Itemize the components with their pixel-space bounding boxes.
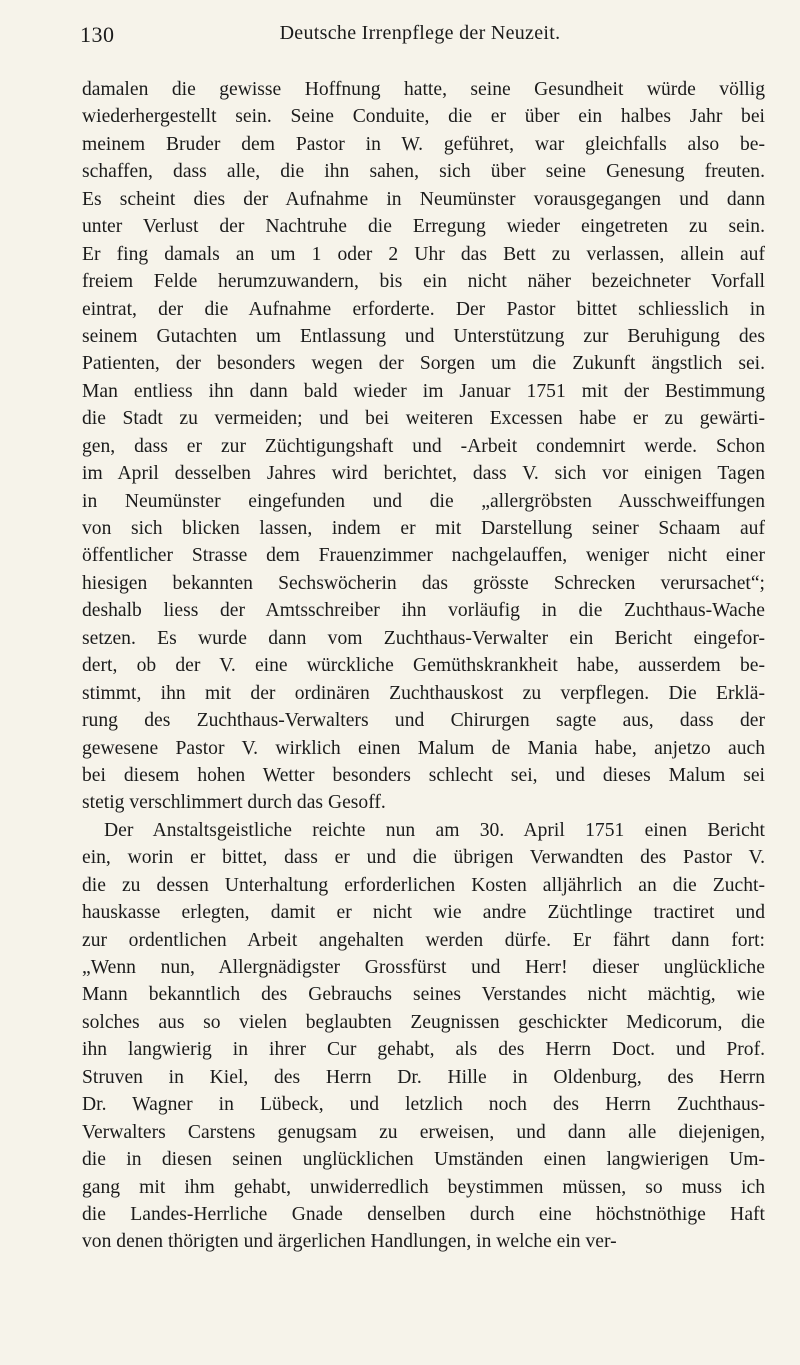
- text-line: ein, worin er bittet, dass er und die übrigen Verwandten des Pastor V.: [82, 847, 765, 869]
- text-line: stimmt, ihn mit der ordinären Zuchthauskost zu verpflegen. Die Erklä-: [82, 682, 765, 704]
- text-line: Man entliess ihn dann bald wieder im Januar 1751 mit der Bestimmung: [82, 380, 765, 402]
- text-line: bei diesem hohen Wetter besonders schlecht sei, und dieses Malum sei: [82, 764, 765, 786]
- text-line: Verwalters Carstens genugsam zu erweisen, und dann alle diejenigen,: [82, 1121, 765, 1143]
- text-line: Der Anstaltsgeistliche reichte nun am 30. April 1751 einen Bericht: [104, 819, 765, 841]
- text-line: meinem Bruder dem Pastor in W. geführet, war gleichfalls also be-: [82, 133, 765, 155]
- running-head: [80, 22, 760, 52]
- text-line: Patienten, der besonders wegen der Sorgen um die Zukunft ängstlich sei.: [82, 353, 765, 375]
- text-line: eintrat, der die Aufnahme erforderte. Der Pastor bittet schliesslich in: [82, 298, 765, 320]
- text-line: deshalb liess der Amtsschreiber ihn vorläufig in die Zuchthaus-Wache: [82, 600, 765, 622]
- text-line: schaffen, dass alle, die ihn sahen, sich über seine Genesung freuten.: [82, 161, 765, 183]
- paragraph: [82, 817, 765, 1256]
- text-line: die zu dessen Unterhaltung erforderlichen Kosten alljährlich an die Zucht-: [82, 874, 765, 896]
- text-line: Struven in Kiel, des Herrn Dr. Hille in Oldenburg, des Herrn: [82, 1066, 765, 1088]
- text-line: damalen die gewisse Hoffnung hatte, seine Gesundheit würde völlig: [82, 79, 765, 100]
- text-line: gewesene Pastor V. wirklich einen Malum de Mania habe, anjetzo auch: [82, 737, 765, 759]
- text-line: hauskasse erlegten, damit er nicht wie andre Züchtlinge tractiret und: [82, 902, 765, 924]
- text-line: gang mit ihm gehabt, unwiderredlich beystimmen müssen, so muss ich: [82, 1176, 765, 1198]
- text-line: Es scheint dies der Aufnahme in Neumünster vorausgegangen und dann: [82, 188, 765, 210]
- text-line: seinem Gutachten um Entlassung und Unterstützung zur Beruhigung des: [82, 325, 765, 347]
- text-line: in Neumünster eingefunden und die „allergröbsten Ausschweiffungen: [82, 490, 765, 512]
- text-line: von denen thörigten und ärgerlichen Handlungen, in welche ein ver-: [82, 1231, 617, 1253]
- text-line: die in diesen seinen unglücklichen Umständen einen langwierigen Um-: [82, 1149, 765, 1171]
- page-number: 130: [80, 22, 115, 47]
- text-line: setzen. Es wurde dann vom Zuchthaus-Verwalter ein Bericht eingefor-: [82, 627, 765, 649]
- text-line: stetig verschlimmert durch das Gesoff.: [82, 792, 386, 814]
- text-line: Mann bekanntlich des Gebrauchs seines Verstandes nicht mächtig, wie: [82, 984, 765, 1006]
- text-line: zur ordentlichen Arbeit angehalten werden dürfe. Er fährt dann fort:: [82, 929, 765, 951]
- paragraph: [82, 76, 765, 817]
- text-line: hiesigen bekannten Sechswöcherin das grösste Schrecken verursachet“;: [82, 572, 765, 594]
- text-line: wiederhergestellt sein. Seine Conduite, die er über ein halbes Jahr bei: [82, 106, 765, 128]
- running-head-title: Deutsche Irrenpflege der Neuzeit.: [279, 22, 561, 44]
- text-line: ihn langwierig in ihrer Cur gehabt, als des Herrn Doct. und Prof.: [82, 1039, 765, 1061]
- text-line: freiem Felde herumzuwandern, bis ein nicht näher bezeichneter Vorfall: [82, 271, 765, 293]
- text-line: Dr. Wagner in Lübeck, und letzlich noch des Herrn Zuchthaus-: [82, 1094, 765, 1116]
- text-line: von sich blicken lassen, indem er mit Darstellung seiner Schaam auf: [82, 518, 765, 539]
- text-line: solches aus so vielen beglaubten Zeugnissen geschickter Medicorum, die: [82, 1011, 765, 1033]
- text-line: öffentlicher Strasse dem Frauenzimmer nachgelauffen, weniger nicht einer: [82, 545, 765, 567]
- text-line: dert, ob der V. eine würckliche Gemüthskrankheit habe, ausserdem be-: [82, 655, 765, 677]
- text-line: die Landes-Herrliche Gnade denselben durch eine höchstnöthige Haft: [82, 1203, 765, 1225]
- text-line: rung des Zuchthaus-Verwalters und Chirurgen sagte aus, dass der: [82, 710, 765, 732]
- text-line: Er fing damals an um 1 oder 2 Uhr das Bett zu verlassen, allein auf: [82, 243, 765, 265]
- text-line: „Wenn nun, Allergnädigster Grossfürst und Herr! dieser unglückliche: [82, 957, 765, 978]
- text-line: die Stadt zu vermeiden; und bei weiteren Excessen habe er zu gewärti-: [82, 408, 765, 430]
- body-text: [82, 76, 765, 1256]
- text-line: unter Verlust der Nachtruhe die Erregung wieder eingetreten zu sein.: [82, 216, 765, 238]
- text-line: im April desselben Jahres wird berichtet, dass V. sich vor einigen Tagen: [82, 463, 765, 485]
- text-line: gen, dass er zur Züchtigungshaft und -Arbeit condemnirt werde. Schon: [82, 435, 765, 457]
